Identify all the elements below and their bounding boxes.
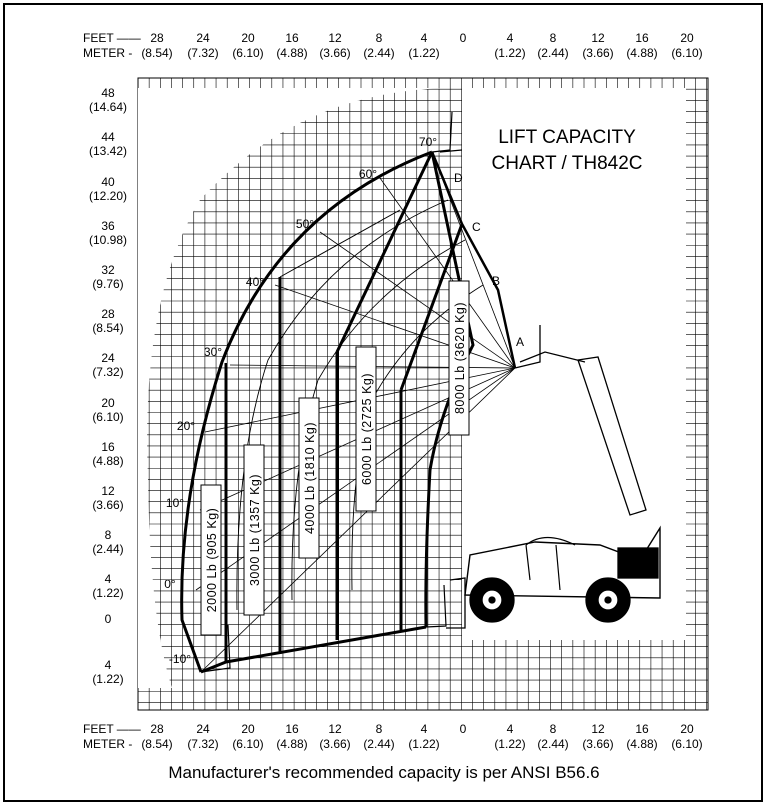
x-axis-top-tick-ft: 0 [459, 31, 467, 45]
extension-label-A: A [516, 335, 525, 349]
y-tick-m: (1.22) [92, 586, 124, 600]
x-axis-bottom-tick-m: (2.44) [537, 737, 569, 751]
x-axis-top-tick-ft: 8 [375, 31, 383, 45]
capacity-zone-label [356, 347, 376, 511]
x-axis-bottom-tick-ft: 12 [591, 722, 605, 736]
capacity-zone-text: 6000 Lb (2725 Kg) [360, 372, 374, 486]
x-axis-bottom-tick-ft: 0 [459, 722, 467, 736]
x-axis-bottom-tick-ft: 28 [150, 722, 164, 736]
x-axis-bottom-tick-ft: 24 [196, 722, 210, 736]
capacity-zone-label [244, 445, 264, 615]
x-axis-top-tick-ft: 16 [285, 31, 299, 45]
bottom-boundary [201, 627, 426, 672]
y-tick-m: (14.64) [88, 100, 128, 114]
angle-label: 20° [176, 419, 196, 433]
y-tick-ft: 8 [104, 528, 112, 542]
angle-label: 10° [165, 496, 185, 510]
x-axis-bottom-tick-ft: 20 [680, 722, 694, 736]
x-axis-top-tick-m: (1.22) [494, 46, 526, 60]
x-axis-top-tick-ft: 12 [328, 31, 342, 45]
x-axis-bottom-tick-ft: 16 [285, 722, 299, 736]
x-axis-top-tick-m: (1.22) [408, 46, 440, 60]
x-axis-top-tick-ft: 16 [635, 31, 649, 45]
y-tick-ft: 0 [104, 612, 112, 626]
x-axis-bottom-tick-ft: 16 [635, 722, 649, 736]
angle-label: -10° [168, 652, 192, 666]
capacity-zone-text: 2000 Lb (905 Kg) [205, 507, 219, 613]
x-axis-bottom-tick-m: (1.22) [408, 737, 440, 751]
x-axis-top-feet-label: FEET —— [83, 31, 141, 45]
y-tick-ft: 4 [104, 658, 112, 672]
extension-label-D: D [454, 171, 463, 185]
extension-label-C: C [472, 220, 481, 234]
x-axis-top-meter-label: METER - [83, 46, 133, 60]
y-tick-ft: 4 [104, 572, 112, 586]
y-tick-ft: 24 [101, 351, 115, 365]
y-tick-ft: 28 [101, 307, 115, 321]
x-axis-bottom-tick-m: (2.44) [363, 737, 395, 751]
x-axis-top-tick-m: (7.32) [187, 46, 219, 60]
x-axis-bottom-tick-m: (6.10) [671, 737, 703, 751]
angle-label: 40° [245, 275, 265, 289]
x-axis-bottom-feet-label: FEET —— [83, 722, 141, 736]
y-tick-m: (10.98) [88, 233, 128, 247]
x-axis-top-tick-m: (8.54) [141, 46, 173, 60]
x-axis-bottom-tick-m: (3.66) [582, 737, 614, 751]
capacity-zone-text: 8000 Lb (3620 Kg) [453, 301, 467, 415]
y-tick-ft: 48 [101, 86, 115, 100]
x-axis-top-tick-ft: 4 [420, 31, 428, 45]
y-tick-ft: 32 [101, 263, 115, 277]
x-axis-bottom-tick-ft: 4 [506, 722, 514, 736]
x-axis-top-tick-m: (2.44) [537, 46, 569, 60]
x-axis-bottom-tick-m: (4.88) [626, 737, 658, 751]
y-tick-m: (2.44) [92, 542, 124, 556]
wheel-center [489, 597, 495, 603]
x-axis-bottom-tick-ft: 4 [420, 722, 428, 736]
x-axis-top-tick-ft: 28 [150, 31, 164, 45]
x-axis-bottom-tick-m: (3.66) [319, 737, 351, 751]
x-axis-bottom-tick-m: (6.10) [232, 737, 264, 751]
capacity-zone-label [449, 281, 469, 435]
x-axis-top-tick-m: (6.10) [232, 46, 264, 60]
x-axis-top-tick-m: (3.66) [319, 46, 351, 60]
x-axis-top-tick-ft: 24 [196, 31, 210, 45]
chart-title-line1: LIFT CAPACITY [498, 127, 636, 148]
x-axis-top-tick-m: (3.66) [582, 46, 614, 60]
x-axis-bottom-tick-ft: 8 [549, 722, 557, 736]
x-axis-bottom-tick-m: (1.22) [494, 737, 526, 751]
x-axis-top-tick-m: (6.10) [671, 46, 703, 60]
y-tick-m: (3.66) [92, 498, 124, 512]
x-axis-top-tick-ft: 4 [506, 31, 514, 45]
x-axis-top-tick-m: (4.88) [276, 46, 308, 60]
x-axis-bottom-tick-m: (4.88) [276, 737, 308, 751]
chart-title-line2: CHART / TH842C [491, 153, 643, 174]
angle-label: 30° [203, 345, 223, 359]
fork-bottom [426, 585, 446, 627]
extension-label-B: B [492, 274, 501, 288]
y-tick-m: (9.76) [92, 277, 124, 291]
capacity-zone-label [201, 485, 221, 635]
x-axis-top-tick-ft: 12 [591, 31, 605, 45]
x-axis-bottom-tick-m: (8.54) [141, 737, 173, 751]
angle-label: 0° [164, 577, 176, 591]
x-axis-bottom-tick-ft: 20 [241, 722, 255, 736]
x-axis-bottom-tick-ft: 8 [375, 722, 383, 736]
x-axis-top-tick-m: (4.88) [626, 46, 658, 60]
x-axis-top-tick-ft: 8 [549, 31, 557, 45]
y-tick-m: (8.54) [92, 321, 124, 335]
y-tick-ft: 36 [101, 219, 115, 233]
capacity-zone-text: 3000 Lb (1357 Kg) [248, 473, 262, 587]
y-tick-m: (7.32) [92, 365, 124, 379]
engine-grille [618, 548, 658, 578]
y-tick-m: (6.10) [92, 410, 124, 424]
capacity-zone-label [299, 398, 319, 558]
chart-title [474, 125, 660, 177]
y-tick-m: (13.42) [88, 144, 128, 158]
capacity-zone-text: 4000 Lb (1810 Kg) [303, 421, 317, 535]
y-tick-ft: 40 [101, 175, 115, 189]
x-axis-top-tick-m: (2.44) [363, 46, 395, 60]
wheel-center [605, 597, 611, 603]
x-axis-top-tick-ft: 20 [241, 31, 255, 45]
angle-label: 60° [358, 167, 378, 181]
y-tick-ft: 12 [101, 484, 115, 498]
y-tick-m: (12.20) [88, 189, 128, 203]
y-tick-ft: 20 [101, 396, 115, 410]
angle-label: 70° [418, 135, 438, 149]
y-tick-ft: 44 [101, 130, 115, 144]
y-tick-m: (1.22) [92, 672, 124, 686]
x-axis-bottom-meter-label: METER - [83, 737, 133, 751]
extension-arc [237, 200, 448, 610]
angle-label: 50° [295, 217, 315, 231]
zone-diag-1 [337, 152, 432, 352]
footer-caption: Manufacturer's recommended capacity is per ANSI B56.6 [168, 763, 600, 782]
y-tick-m: (4.88) [92, 454, 124, 468]
y-tick-ft: 16 [101, 440, 115, 454]
x-axis-bottom-tick-m: (7.32) [187, 737, 219, 751]
x-axis-top-tick-ft: 20 [680, 31, 694, 45]
x-axis-bottom-tick-ft: 12 [328, 722, 342, 736]
